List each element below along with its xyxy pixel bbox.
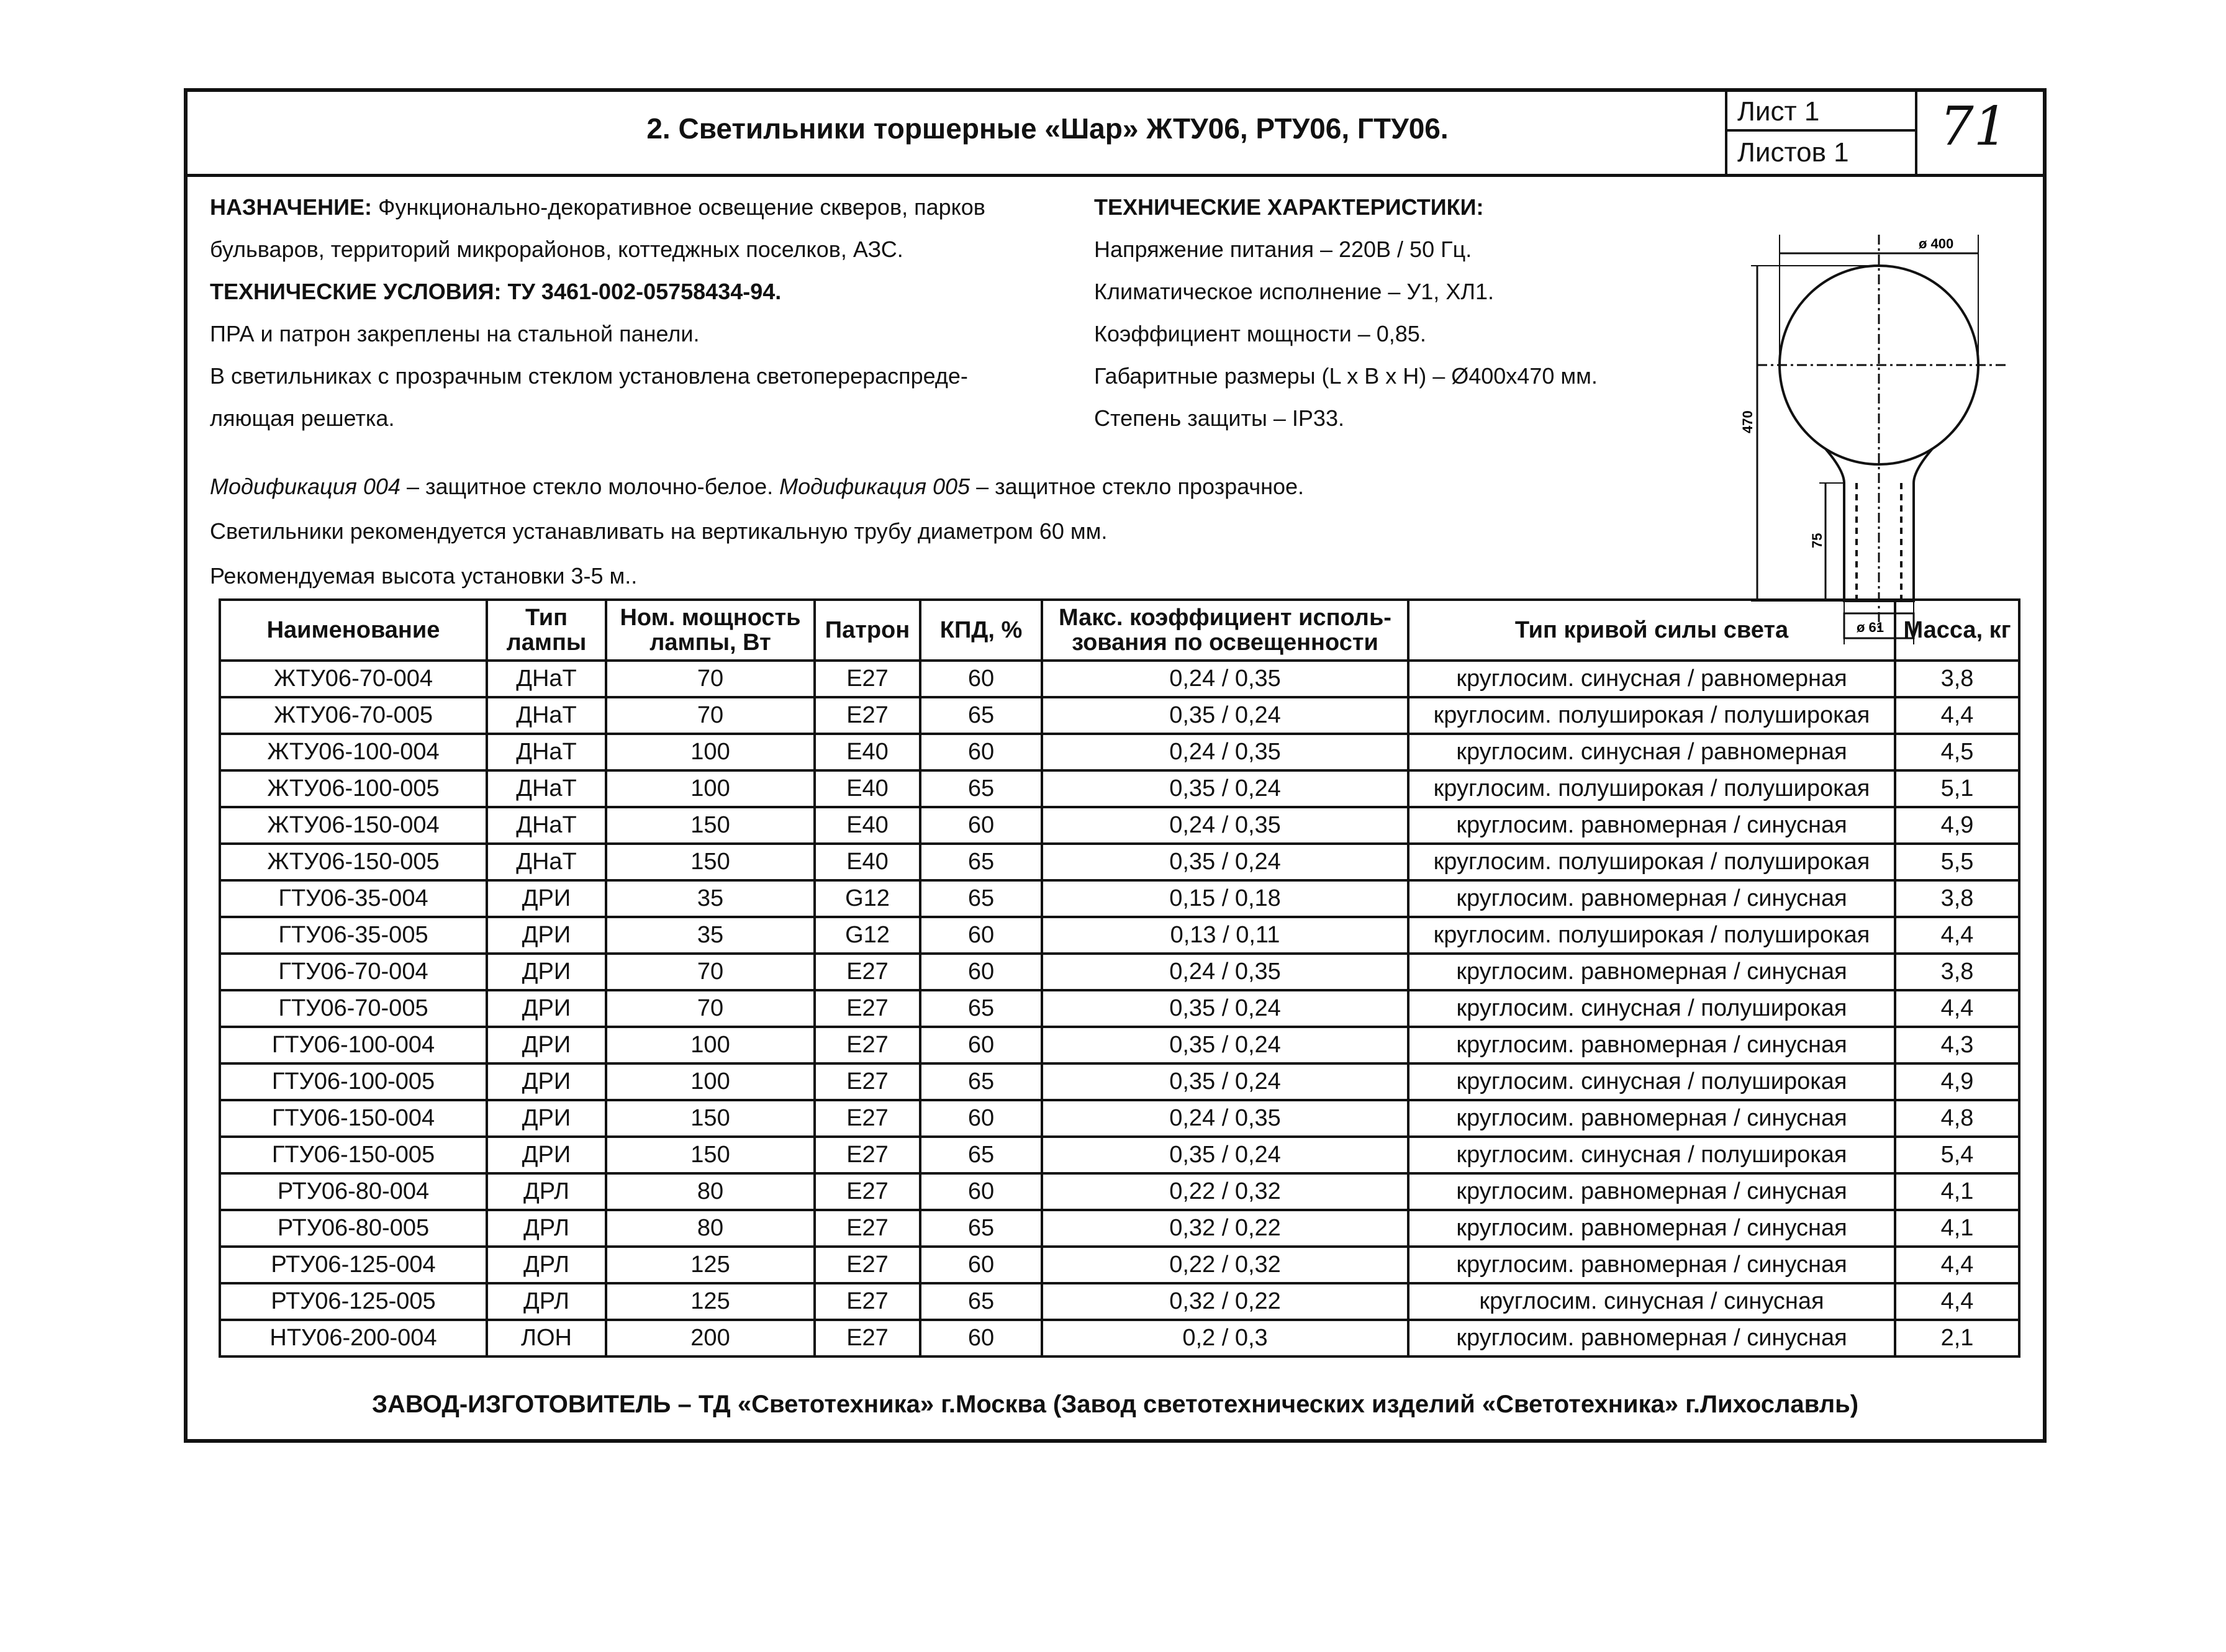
table-cell: 4,9 — [1895, 1063, 2019, 1100]
table-cell: Е27 — [815, 1100, 920, 1137]
table-cell: 35 — [606, 880, 815, 917]
table-cell: ГТУ06-35-004 — [220, 880, 487, 917]
table-row — [220, 917, 2019, 954]
table-cell: ГТУ06-150-005 — [220, 1137, 487, 1173]
table-cell: НТУ06-200-004 — [220, 1320, 487, 1356]
table-row — [220, 1247, 2019, 1283]
table-cell: 0,35 / 0,24 — [1042, 844, 1408, 880]
table-cell: ЖТУ06-150-004 — [220, 807, 487, 844]
document-sheet — [184, 88, 2047, 1443]
table-header-row — [220, 600, 2019, 661]
table-row — [220, 770, 2019, 807]
table-cell: 150 — [606, 807, 815, 844]
table-cell: круглосим. равномерная / синусная — [1408, 954, 1895, 990]
table-cell: ДНаТ — [487, 734, 606, 770]
table-cell: 0,13 / 0,11 — [1042, 917, 1408, 954]
table-cell: ДРЛ — [487, 1283, 606, 1320]
table-cell: Е27 — [815, 697, 920, 734]
table-cell: круглосим. полуширокая / полуширокая — [1408, 697, 1895, 734]
table-cell: 0,35 / 0,24 — [1042, 1063, 1408, 1100]
table-cell: 70 — [606, 661, 815, 697]
table-cell: круглосим. равномерная / синусная — [1408, 1320, 1895, 1356]
table-cell: ЛОН — [487, 1320, 606, 1356]
spec-climate: Климатическое исполнение – У1, ХЛ1. — [1094, 279, 1494, 304]
table-cell: G12 — [815, 880, 920, 917]
table-cell: 4,1 — [1895, 1173, 2019, 1210]
table-cell: 100 — [606, 734, 815, 770]
col-efficiency: КПД, % — [920, 600, 1042, 661]
dim-diameter-bottom: ø 61 — [1857, 620, 1884, 635]
table-cell: 100 — [606, 1027, 815, 1063]
table-row — [220, 990, 2019, 1027]
table-cell: 60 — [920, 661, 1042, 697]
table-cell: круглосим. полуширокая / полуширокая — [1408, 917, 1895, 954]
table-cell: 0,35 / 0,24 — [1042, 697, 1408, 734]
col-mass: Масса, кг — [1895, 600, 2019, 661]
table-row — [220, 807, 2019, 844]
table-cell: 60 — [920, 1027, 1042, 1063]
table-cell: Е40 — [815, 807, 920, 844]
table-cell: ДНаТ — [487, 807, 606, 844]
table-cell: 70 — [606, 954, 815, 990]
grid-note-1: В светильниках с прозрачным стеклом установлена светоперераспреде- — [210, 363, 968, 389]
specifications-table — [219, 598, 2020, 1358]
table-cell: 4,1 — [1895, 1210, 2019, 1247]
table-cell: 4,4 — [1895, 1247, 2019, 1283]
table-cell: 0,2 / 0,3 — [1042, 1320, 1408, 1356]
table-cell: ДРЛ — [487, 1210, 606, 1247]
table-cell: ДРИ — [487, 954, 606, 990]
table-cell: 65 — [920, 844, 1042, 880]
mounting-note: Светильники рекомендуется устанавливать на вертикальную трубу диаметром 60 мм. — [210, 518, 1108, 544]
table-row — [220, 1173, 2019, 1210]
table-cell: ЖТУ06-150-005 — [220, 844, 487, 880]
table-cell: 4,9 — [1895, 807, 2019, 844]
table-cell: ГТУ06-35-005 — [220, 917, 487, 954]
table-cell: 4,8 — [1895, 1100, 2019, 1137]
col-light-curve: Тип кривой силы света — [1408, 600, 1895, 661]
table-cell: ДРИ — [487, 880, 606, 917]
table-cell: 60 — [920, 917, 1042, 954]
table-cell: ДРИ — [487, 1063, 606, 1100]
mod004-label: Модификация 004 — [210, 474, 400, 499]
table-cell: ЖТУ06-100-005 — [220, 770, 487, 807]
table-cell: Е27 — [815, 1283, 920, 1320]
table-cell: Е40 — [815, 844, 920, 880]
table-body — [220, 661, 2019, 1356]
table-cell: ГТУ06-100-004 — [220, 1027, 487, 1063]
table-row — [220, 734, 2019, 770]
table-cell: 5,4 — [1895, 1137, 2019, 1173]
handwritten-number: 71 — [1940, 96, 2008, 158]
table-cell: 200 — [606, 1320, 815, 1356]
spec-dimensions: Габаритные размеры (L х В х Н) – Ø400х470 мм. — [1094, 363, 1598, 389]
table-cell: 4,4 — [1895, 1283, 2019, 1320]
spec-protection: Степень защиты – IP33. — [1094, 405, 1344, 431]
table-cell: ГТУ06-70-005 — [220, 990, 487, 1027]
table-cell: ДРИ — [487, 917, 606, 954]
table-row — [220, 1027, 2019, 1063]
table-cell: 0,35 / 0,24 — [1042, 990, 1408, 1027]
table-cell: 60 — [920, 1173, 1042, 1210]
col-socket: Патрон — [815, 600, 920, 661]
table-cell: 3,8 — [1895, 880, 2019, 917]
table-cell: 4,3 — [1895, 1027, 2019, 1063]
table-cell: РТУ06-80-004 — [220, 1173, 487, 1210]
table-cell: РТУ06-80-005 — [220, 1210, 487, 1247]
table-cell: 65 — [920, 1210, 1042, 1247]
table-cell: 0,32 / 0,22 — [1042, 1210, 1408, 1247]
table-cell: круглосим. синусная / полуширокая — [1408, 990, 1895, 1027]
table-row — [220, 880, 2019, 917]
table-cell: круглосим. равномерная / синусная — [1408, 880, 1895, 917]
height-note: Рекомендуемая высота установки 3-5 м.. — [210, 563, 638, 589]
table-cell: ГТУ06-150-004 — [220, 1100, 487, 1137]
table-cell: РТУ06-125-004 — [220, 1247, 487, 1283]
table-cell: ДРИ — [487, 1137, 606, 1173]
table-cell: 60 — [920, 954, 1042, 990]
table-cell: 150 — [606, 844, 815, 880]
table-row — [220, 1283, 2019, 1320]
table-cell: Е27 — [815, 1137, 920, 1173]
sheet-label: Лист 1 — [1727, 92, 1915, 132]
table-cell: 0,35 / 0,24 — [1042, 1137, 1408, 1173]
spec-voltage: Напряжение питания – 220В / 50 Гц. — [1094, 237, 1472, 262]
table-cell: 60 — [920, 1320, 1042, 1356]
table-cell: 0,24 / 0,35 — [1042, 734, 1408, 770]
table-cell: 35 — [606, 917, 815, 954]
grid-note-2: ляющая решетка. — [210, 405, 395, 431]
table-cell: 150 — [606, 1137, 815, 1173]
table-cell: ДРИ — [487, 1100, 606, 1137]
table-cell: Е27 — [815, 1247, 920, 1283]
table-cell: Е27 — [815, 990, 920, 1027]
table-cell: круглосим. равномерная / синусная — [1408, 1210, 1895, 1247]
table-cell: Е27 — [815, 1027, 920, 1063]
table-cell: ЖТУ06-70-005 — [220, 697, 487, 734]
purpose-line — [210, 186, 1092, 228]
dim-neck: 75 — [1809, 533, 1825, 548]
table-row — [220, 661, 2019, 697]
table-cell: круглосим. полуширокая / полуширокая — [1408, 770, 1895, 807]
table-row — [220, 1063, 2019, 1100]
table-cell: РТУ06-125-005 — [220, 1283, 487, 1320]
table-cell: круглосим. полуширокая / полуширокая — [1408, 844, 1895, 880]
table-cell: 100 — [606, 1063, 815, 1100]
table-cell: 65 — [920, 880, 1042, 917]
title-block — [188, 92, 2043, 177]
table-row — [220, 1137, 2019, 1173]
table-cell: 0,22 / 0,32 — [1042, 1247, 1408, 1283]
col-name: Наименование — [220, 600, 487, 661]
table-cell: круглосим. равномерная / синусная — [1408, 1027, 1895, 1063]
dim-height: 470 — [1740, 410, 1755, 433]
table-cell: ДРЛ — [487, 1173, 606, 1210]
table-cell: круглосим. синусная / синусная — [1408, 1283, 1895, 1320]
table-cell: круглосим. синусная / равномерная — [1408, 661, 1895, 697]
table-cell: круглосим. равномерная / синусная — [1408, 807, 1895, 844]
table-cell: 100 — [606, 770, 815, 807]
table-row — [220, 1100, 2019, 1137]
table-cell: 3,8 — [1895, 661, 2019, 697]
table-cell: 0,15 / 0,18 — [1042, 880, 1408, 917]
table-cell: 0,24 / 0,35 — [1042, 954, 1408, 990]
table-cell: Е40 — [815, 770, 920, 807]
table-cell: 0,35 / 0,24 — [1042, 1027, 1408, 1063]
table-cell: ГТУ06-100-005 — [220, 1063, 487, 1100]
table-cell: 60 — [920, 807, 1042, 844]
signature-box — [1915, 92, 2045, 174]
manufacturer-footer: ЗАВОД-ИЗГОТОВИТЕЛЬ – ТД «Светотехника» г.Москва (Завод светотехнических изделий «Светотехника» г.Лихославль) — [371, 1391, 1859, 1418]
purpose-label: НАЗНАЧЕНИЕ: — [210, 194, 372, 220]
purpose-line-2: бульваров, территорий микрорайонов, коттеджных поселков, АЗС. — [210, 237, 903, 262]
table-cell: круглосим. равномерная / синусная — [1408, 1247, 1895, 1283]
table-cell: 70 — [606, 990, 815, 1027]
table-cell: 4,4 — [1895, 990, 2019, 1027]
table-cell: 65 — [920, 770, 1042, 807]
table-cell: 60 — [920, 1100, 1042, 1137]
table-cell: 0,35 / 0,24 — [1042, 770, 1408, 807]
table-cell: ЖТУ06-70-004 — [220, 661, 487, 697]
table-cell: 0,22 / 0,32 — [1042, 1173, 1408, 1210]
table-cell: ЖТУ06-100-004 — [220, 734, 487, 770]
table-cell: круглосим. равномерная / синусная — [1408, 1173, 1895, 1210]
table-cell: 5,1 — [1895, 770, 2019, 807]
table-cell: Е27 — [815, 1173, 920, 1210]
table-row — [220, 697, 2019, 734]
table-cell: ДНаТ — [487, 844, 606, 880]
table-cell: 0,32 / 0,22 — [1042, 1283, 1408, 1320]
table-cell: 60 — [920, 734, 1042, 770]
table-cell: 3,8 — [1895, 954, 2019, 990]
table-cell: ДРИ — [487, 990, 606, 1027]
table-cell: 125 — [606, 1283, 815, 1320]
table-row — [220, 1320, 2019, 1356]
table-cell: 4,4 — [1895, 917, 2019, 954]
mod005-label: Модификация 005 — [779, 474, 970, 499]
table-cell: 125 — [606, 1247, 815, 1283]
purpose-section — [210, 186, 1092, 440]
table-cell: 80 — [606, 1173, 815, 1210]
tech-specs-title: ТЕХНИЧЕСКИЕ ХАРАКТЕРИСТИКИ: — [1094, 194, 1484, 220]
table-cell: 60 — [920, 1247, 1042, 1283]
table-cell: ДРИ — [487, 1027, 606, 1063]
table-cell: 65 — [920, 1063, 1042, 1100]
table-cell: Е40 — [815, 734, 920, 770]
purpose-text: Функционально-декоративное освещение скверов, парков — [371, 194, 985, 220]
table-cell: 70 — [606, 697, 815, 734]
table-cell: 0,24 / 0,35 — [1042, 1100, 1408, 1137]
table-cell: 0,24 / 0,35 — [1042, 661, 1408, 697]
table-cell: круглосим. равномерная / синусная — [1408, 1100, 1895, 1137]
table-cell: 4,5 — [1895, 734, 2019, 770]
table-row — [220, 844, 2019, 880]
table-cell: Е27 — [815, 1320, 920, 1356]
table-cell: ДНаТ — [487, 770, 606, 807]
sheet-number-box — [1725, 92, 1917, 174]
dim-diameter-top: ø 400 — [1919, 236, 1954, 251]
table-cell: круглосим. синусная / полуширокая — [1408, 1063, 1895, 1100]
table-row — [220, 1210, 2019, 1247]
table-cell: 0,24 / 0,35 — [1042, 807, 1408, 844]
table-cell: 65 — [920, 1283, 1042, 1320]
sheets-count-label: Листов 1 — [1737, 137, 1849, 168]
table-cell: 65 — [920, 1137, 1042, 1173]
table-cell: ДНаТ — [487, 661, 606, 697]
col-power: Ном. мощность лампы, Вт — [606, 600, 815, 661]
table-cell: круглосим. синусная / полуширокая — [1408, 1137, 1895, 1173]
table-cell: 65 — [920, 990, 1042, 1027]
table-cell: G12 — [815, 917, 920, 954]
table-cell: 150 — [606, 1100, 815, 1137]
spec-power-factor: Коэффициент мощности – 0,85. — [1094, 321, 1426, 346]
table-cell: ДНаТ — [487, 697, 606, 734]
table-cell: ДРЛ — [487, 1247, 606, 1283]
tech-conditions: ТЕХНИЧЕСКИЕ УСЛОВИЯ: ТУ 3461-002-05758434-94. — [210, 279, 782, 304]
col-lamp-type: Тип лампы — [487, 600, 606, 661]
table-row — [220, 954, 2019, 990]
modification-note: Модификация 004 – защитное стекло молочно-белое. Модификация 005 – защитное стекло прозрачное. — [210, 474, 1305, 499]
notes-section — [210, 464, 1948, 598]
col-utilization: Макс. коэффициент исполь-зования по освещенности — [1042, 600, 1408, 661]
table-cell: Е27 — [815, 1210, 920, 1247]
table-cell: 80 — [606, 1210, 815, 1247]
table-cell: Е27 — [815, 1063, 920, 1100]
pra-note: ПРА и патрон закреплены на стальной панели. — [210, 321, 700, 346]
table-cell: 2,1 — [1895, 1320, 2019, 1356]
table-cell: 5,5 — [1895, 844, 2019, 880]
document-title: 2. Светильники торшерные «Шар» ЖТУ06, РТУ06, ГТУ06. — [646, 112, 1449, 145]
table-cell: круглосим. синусная / равномерная — [1408, 734, 1895, 770]
table-cell: 4,4 — [1895, 697, 2019, 734]
table-cell: ГТУ06-70-004 — [220, 954, 487, 990]
table-cell: Е27 — [815, 661, 920, 697]
table-cell: Е27 — [815, 954, 920, 990]
table-cell: 65 — [920, 697, 1042, 734]
